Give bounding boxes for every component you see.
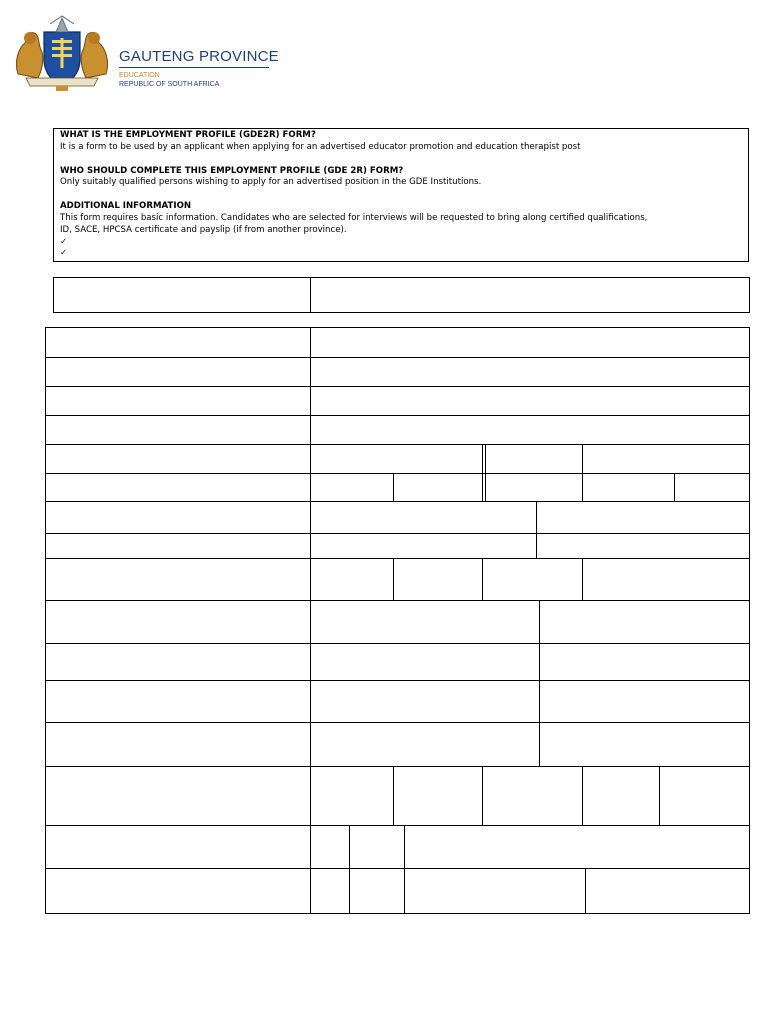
cell-divider — [393, 558, 394, 600]
cell-divider — [582, 444, 583, 473]
cell-divider — [539, 600, 540, 766]
reference-label-cell — [54, 278, 310, 312]
cell-divider — [585, 868, 586, 913]
info-text-additional-line2: ID, SACE, HPCSA certificate and payslip (if from another province). — [60, 224, 347, 235]
brand-name: GAUTENG PROVINCE — [119, 48, 279, 65]
form-field[interactable] — [311, 358, 749, 386]
info-heading-what: WHAT IS THE EMPLOYMENT PROFILE (GDE2R) FORM? — [60, 130, 316, 140]
form-field[interactable] — [405, 826, 749, 868]
form-field[interactable] — [311, 502, 536, 533]
cell-divider — [482, 444, 483, 473]
brand-department: EDUCATION — [119, 72, 160, 79]
form-field[interactable] — [311, 416, 749, 444]
cell-divider — [582, 558, 583, 600]
cell-divider — [582, 473, 583, 501]
row-divider — [45, 473, 750, 474]
row-divider — [45, 643, 750, 644]
reference-value-field[interactable] — [311, 278, 749, 312]
reference-table — [53, 277, 750, 313]
cell-divider — [674, 473, 675, 501]
checkmark-icon: ✓ — [60, 236, 68, 247]
info-heading-who: WHO SHOULD COMPLETE THIS EMPLOYMENT PROFILE (GDE 2R) FORM? — [60, 165, 404, 176]
form-field[interactable] — [311, 534, 536, 558]
cell-divider — [485, 473, 486, 501]
form-field[interactable] — [537, 502, 749, 533]
info-text-additional-line1: This form requires basic information. Candidates who are selected for interviews will be requested to bring along certified qualifications, — [60, 212, 648, 223]
brand-text — [119, 48, 279, 89]
info-text-what: It is a form to be used by an applicant when applying for an advertised educator promotion and education therapist post — [60, 141, 581, 152]
checkmark-icon: ✓ — [60, 247, 68, 258]
row-divider — [45, 600, 750, 601]
info-heading-additional: ADDITIONAL INFORMATION — [60, 201, 192, 212]
cell-divider — [482, 766, 483, 825]
cell-divider — [349, 825, 350, 913]
info-box — [53, 128, 749, 262]
info-spacer — [60, 154, 742, 166]
cell-divider — [485, 444, 486, 473]
info-text-who: Only suitably qualified persons wishing to apply for an advertised position in the GDE Institutions. — [60, 177, 482, 188]
cell-divider — [659, 766, 660, 825]
cell-divider — [482, 558, 483, 600]
row-divider — [45, 444, 750, 445]
row-divider — [45, 558, 750, 559]
form-field[interactable] — [537, 534, 749, 558]
form-field[interactable] — [311, 328, 749, 357]
row-divider — [45, 868, 750, 869]
row-divider — [45, 680, 750, 681]
cell-divider — [393, 473, 394, 501]
cell-divider — [582, 766, 583, 825]
brand-country: REPUBLIC OF SOUTH AFRICA — [119, 81, 220, 88]
coat-of-arms-icon — [12, 12, 112, 92]
info-spacer — [60, 189, 742, 201]
cell-divider — [482, 473, 483, 501]
row-divider — [45, 722, 750, 723]
header-logo — [12, 12, 282, 92]
row-divider — [45, 766, 750, 767]
form-field[interactable] — [311, 387, 749, 415]
cell-divider — [393, 766, 394, 825]
brand-divider — [119, 67, 269, 68]
